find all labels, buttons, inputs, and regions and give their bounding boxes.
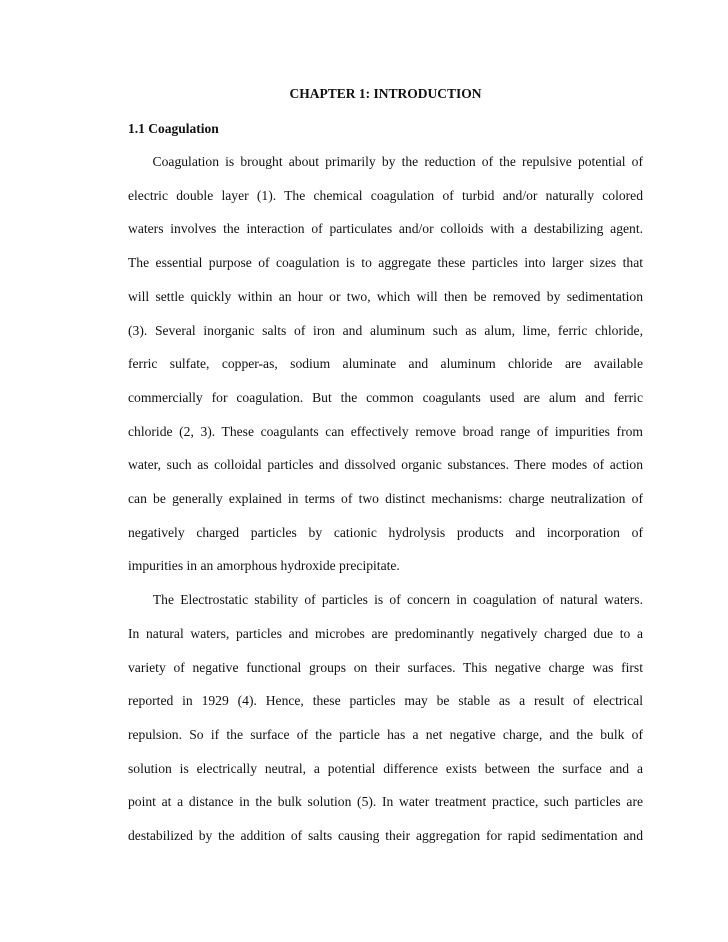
text-line: (3). Several inorganic salts of iron and aluminum such as alum, lime, ferric chloride, — [128, 322, 643, 338]
section-heading: 1.1 Coagulation — [128, 121, 219, 136]
text-line: commercially for coagulation. But the common coagulants used are alum and ferric — [128, 389, 643, 405]
text-line: will settle quickly within an hour or two, which will then be removed by sedimentation — [128, 288, 643, 304]
text-line: The Electrostatic stability of particles is of concern in coagulation of natural waters. — [128, 592, 643, 608]
text-line: waters involves the interaction of particulates and/or colloids with a destabilizing agent. — [128, 221, 643, 237]
paragraph-coagulation-overview — [128, 145, 643, 583]
text-line: solution is electrically neutral, a potential difference exists between the surface and a — [128, 760, 643, 776]
text-line: can be generally explained in terms of two distinct mechanisms: charge neutralization of — [128, 491, 643, 507]
text-line: repulsion. So if the surface of the particle has a net negative charge, and the bulk of — [128, 726, 643, 742]
chapter-title: CHAPTER 1: INTRODUCTION — [289, 86, 482, 101]
text-line: ferric sulfate, copper-as, sodium aluminate and aluminum chloride are available — [128, 356, 643, 372]
text-line: variety of negative functional groups on their surfaces. This negative charge was first — [128, 659, 643, 675]
text-line: chloride (2, 3). These coagulants can effectively remove broad range of impurities from — [128, 423, 643, 439]
text-line: electric double layer (1). The chemical coagulation of turbid and/or naturally colored — [128, 187, 643, 203]
text-line: Coagulation is brought about primarily by the reduction of the repulsive potential of — [128, 154, 643, 169]
text-line: destabilized by the addition of salts causing their aggregation for rapid sedimentation and — [128, 828, 643, 844]
body-text — [128, 145, 643, 853]
text-line: In natural waters, particles and microbes are predominantly negatively charged due to a — [128, 625, 643, 641]
text-line: reported in 1929 (4). Hence, these particles may be stable as a result of electrical — [128, 693, 643, 709]
text-line: water, such as colloidal particles and dissolved organic substances. There modes of action — [128, 457, 643, 473]
text-line: negatively charged particles by cationic hydrolysis products and incorporation of — [128, 524, 643, 540]
paragraph-electrostatic-stability — [128, 583, 643, 853]
text-line: impurities in an amorphous hydroxide precipitate. — [128, 558, 400, 574]
text-line: The essential purpose of coagulation is to aggregate these particles into larger sizes that — [128, 255, 643, 271]
text-line: point at a distance in the bulk solution (5). In water treatment practice, such particles are — [128, 794, 643, 810]
